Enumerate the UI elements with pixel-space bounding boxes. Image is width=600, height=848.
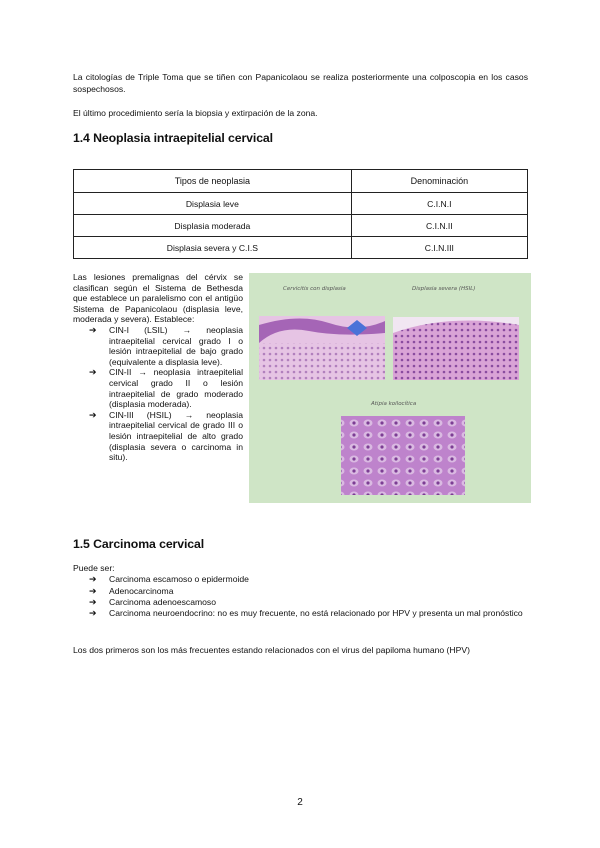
micrograph-koilocytic-atypia	[341, 416, 465, 495]
table-cell: Displasia leve	[74, 193, 352, 215]
arrow-icon: ➔	[89, 596, 97, 607]
list-item-text: CIN-III (HSIL) → neoplasia intraepitelial cervical de grado III o lesión intraepitelial de alto grado (displasia severa o carcinoma in situ).	[109, 409, 243, 463]
table-cell: Displasia severa y C.I.S	[74, 237, 352, 259]
table-header-row	[74, 170, 528, 193]
histology-figure	[249, 273, 531, 503]
arrow-icon: ➔	[89, 367, 97, 378]
arrow-icon: ➔	[89, 608, 97, 619]
table-cell: C.I.N.II	[351, 215, 527, 237]
table-cell: Displasia moderada	[74, 215, 352, 237]
carcinoma-closing-paragraph: Los dos primeros son los más frecuentes estando relacionados con el virus del papiloma humano (HPV)	[73, 645, 470, 655]
figure-label-top-left: Cervicitis con displasia	[283, 286, 346, 292]
list-item	[73, 325, 243, 367]
micrograph-severe-dysplasia	[393, 317, 519, 380]
page-number: 2	[297, 797, 303, 808]
arrow-icon: ➔	[89, 574, 97, 585]
list-item-text: Adenocarcinoma	[109, 585, 174, 596]
arrow-icon: ➔	[89, 585, 97, 596]
table-row	[74, 237, 528, 259]
figure-label-top-right: Displasia severa (HSIL)	[412, 286, 476, 292]
arrow-icon: ➔	[89, 409, 97, 420]
list-item-text: CIN-II → neoplasia intraepitelial cervical grado II o lesión intraepitelial de grado moderado (displasia moderada).	[109, 367, 243, 410]
carcinoma-intro: Puede ser:	[73, 563, 115, 573]
carcinoma-types-list	[73, 574, 533, 619]
list-item	[73, 608, 533, 619]
list-item-text: Carcinoma neuroendocrino: no es muy frecuente, no está relacionado por HPV y presenta un mal pronóstico	[109, 608, 523, 619]
lesions-block	[73, 272, 243, 463]
micrograph-cervicitis	[259, 316, 385, 380]
figure-label-bottom: Atipia koilocítica	[371, 401, 417, 407]
carcinoma-block	[73, 563, 533, 619]
list-item-text: CIN-I (LSIL) → neoplasia intraepitelial cervical grado I o lesión intraepitelial de bajo grado (equivalente a displasia leve).	[109, 324, 243, 367]
arrow-icon: ➔	[89, 324, 97, 335]
table-header-cell: Denominación	[351, 170, 527, 193]
neoplasia-table	[73, 169, 528, 259]
table-header-cell: Tipos de neoplasia	[74, 170, 352, 193]
table-row	[74, 193, 528, 215]
cin-list	[73, 325, 243, 463]
table-row	[74, 215, 528, 237]
list-item	[73, 597, 533, 608]
list-item	[73, 367, 243, 409]
table-cell: C.I.N.III	[351, 237, 527, 259]
section-heading-carcinoma: 1.5 Carcinoma cervical	[73, 537, 205, 551]
list-item	[73, 586, 533, 597]
list-item-text: Carcinoma adenoescamoso	[109, 596, 217, 607]
histology-illustration	[249, 273, 531, 503]
intro-paragraph-1: La citologías de Triple Toma que se tiñen con Papanicolaou se realiza posteriormente una colposcopia en los casos sospechosos.	[73, 72, 528, 94]
list-item-text: Carcinoma escamoso o epidermoide	[109, 574, 249, 585]
list-item	[73, 410, 243, 463]
section-heading-neoplasia: 1.4 Neoplasia intraepitelial cervical	[73, 131, 273, 145]
intro-paragraph-2: El último procedimiento sería la biopsia y extirpación de la zona.	[73, 108, 318, 118]
table-cell: C.I.N.I	[351, 193, 527, 215]
lesions-intro: Las lesiones premalignas del cérvix se clasifican según el Sistema de Bethesda que establece un paralelismo con el antigüo Sistema de Papanicolaou (displasia leve, moderada y severa). Establece:	[73, 272, 243, 325]
list-item	[73, 574, 533, 585]
